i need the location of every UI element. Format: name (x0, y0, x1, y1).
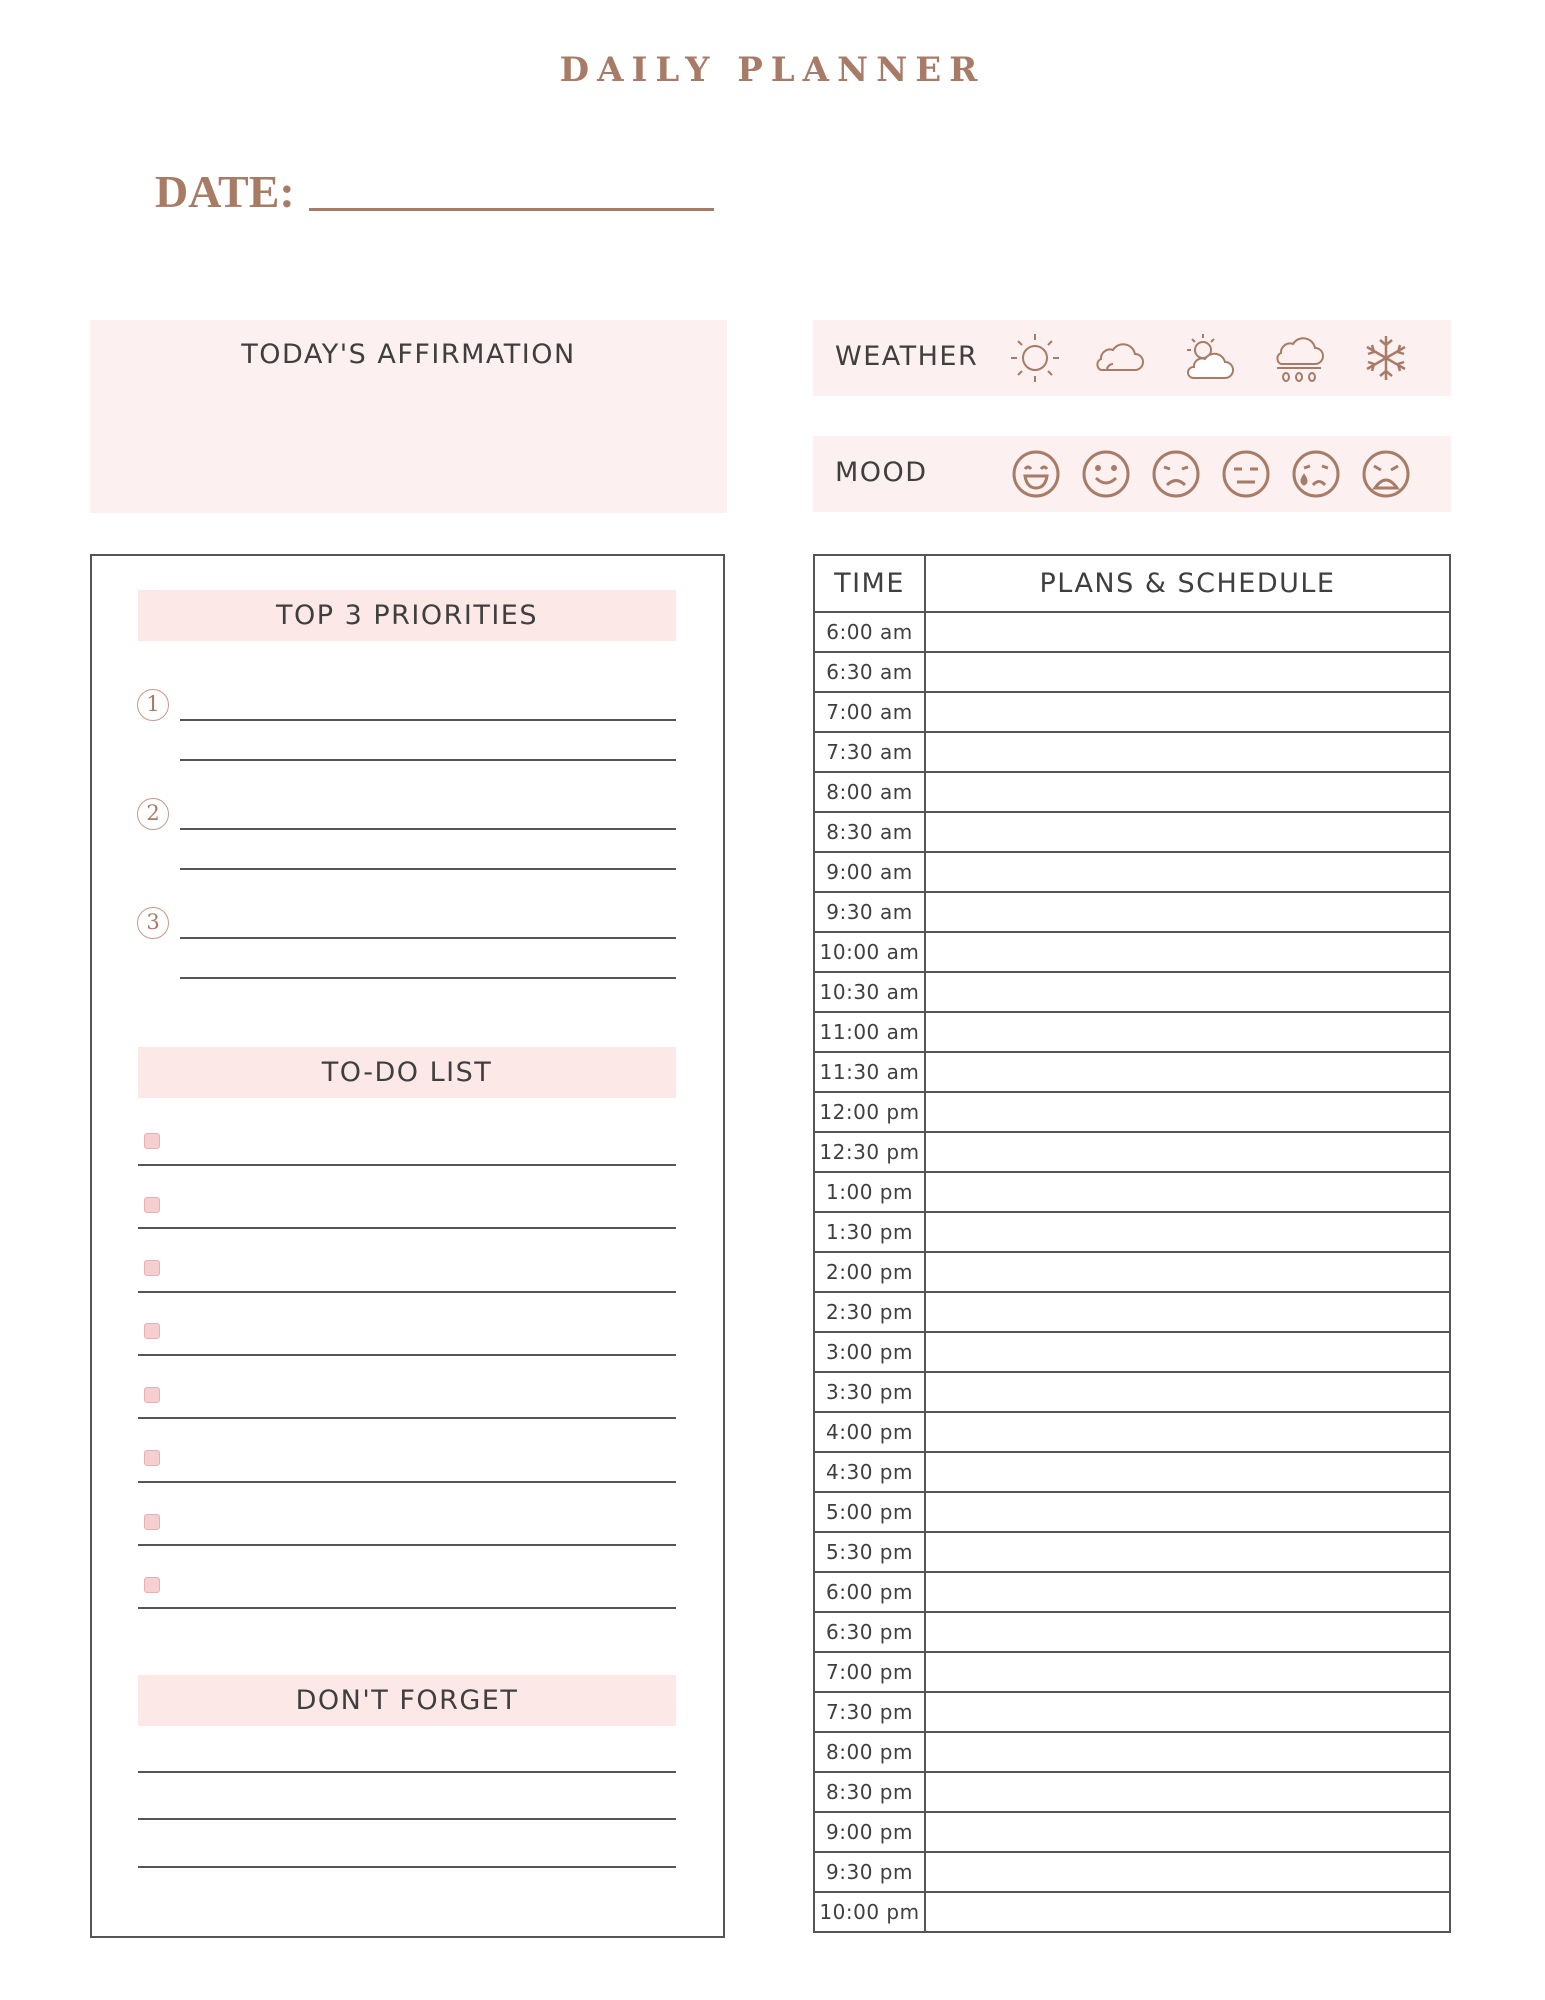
todo-checkbox[interactable] (144, 1133, 160, 1149)
schedule-row (815, 1692, 1449, 1732)
schedule-row (815, 1892, 1449, 1931)
time-slot-label: 7:30 am (815, 732, 925, 772)
smiling-face-icon[interactable] (1076, 444, 1136, 504)
priority-2-line-2[interactable] (180, 868, 676, 870)
partly-cloudy-icon[interactable] (1179, 328, 1239, 388)
schedule-table (813, 554, 1451, 1933)
priority-1-line-2[interactable] (180, 759, 676, 761)
time-slot-label: 9:00 am (815, 852, 925, 892)
sad-face-icon[interactable] (1146, 444, 1206, 504)
time-slot-label: 8:00 pm (815, 1732, 925, 1772)
time-slot-label: 6:00 pm (815, 1572, 925, 1612)
plans-column-header: PLANS & SCHEDULE (925, 556, 1449, 612)
time-slot-label: 6:00 am (815, 612, 925, 652)
time-slot-label: 6:30 pm (815, 1612, 925, 1652)
upset-face-icon[interactable] (1356, 444, 1416, 504)
left-panel (90, 554, 725, 1938)
schedule-row (815, 892, 1449, 932)
plan-entry-cell[interactable] (925, 1052, 1449, 1092)
time-slot-label: 8:30 am (815, 812, 925, 852)
plan-entry-cell[interactable] (925, 1892, 1449, 1931)
mood-bar (813, 436, 1451, 512)
schedule-row (815, 972, 1449, 1012)
time-slot-label: 7:00 pm (815, 1652, 925, 1692)
plan-entry-cell[interactable] (925, 1292, 1449, 1332)
todo-checkbox[interactable] (144, 1387, 160, 1403)
todo-checkbox[interactable] (144, 1197, 160, 1213)
time-slot-label: 8:30 pm (815, 1772, 925, 1812)
schedule-row (815, 1172, 1449, 1212)
todo-line[interactable] (138, 1544, 676, 1546)
plan-entry-cell[interactable] (925, 1652, 1449, 1692)
time-slot-label: 10:00 pm (815, 1892, 925, 1931)
plan-entry-cell[interactable] (925, 612, 1449, 652)
schedule-row (815, 1852, 1449, 1892)
time-slot-label: 4:30 pm (815, 1452, 925, 1492)
todo-line[interactable] (138, 1354, 676, 1356)
schedule-row (815, 1292, 1449, 1332)
plan-entry-cell[interactable] (925, 1132, 1449, 1172)
mood-label: MOOD (835, 457, 928, 488)
page-title: DAILY PLANNER (559, 50, 986, 90)
plan-entry-cell[interactable] (925, 1772, 1449, 1812)
schedule-row (815, 772, 1449, 812)
time-slot-label: 9:30 pm (815, 1852, 925, 1892)
time-slot-label: 11:00 am (815, 1012, 925, 1052)
schedule-row (815, 1212, 1449, 1252)
priority-number-1: 1 (137, 689, 169, 721)
time-slot-label: 7:30 pm (815, 1692, 925, 1732)
schedule-row (815, 1452, 1449, 1492)
plan-entry-cell[interactable] (925, 1532, 1449, 1572)
priority-3-line-2[interactable] (180, 977, 676, 979)
priority-1-line-1[interactable] (180, 719, 676, 721)
schedule-row (815, 1772, 1449, 1812)
schedule-row (815, 812, 1449, 852)
plan-entry-cell[interactable] (925, 772, 1449, 812)
dont-forget-heading: DON'T FORGET (138, 1675, 676, 1726)
priority-number-3: 3 (137, 907, 169, 939)
time-slot-label: 12:30 pm (815, 1132, 925, 1172)
laughing-face-icon[interactable] (1006, 444, 1066, 504)
neutral-face-icon[interactable] (1216, 444, 1276, 504)
time-slot-label: 5:00 pm (815, 1492, 925, 1532)
time-slot-label: 4:00 pm (815, 1412, 925, 1452)
schedule-row (815, 1732, 1449, 1772)
plan-entry-cell[interactable] (925, 732, 1449, 772)
priority-number-2: 2 (137, 798, 169, 830)
schedule-row (815, 1252, 1449, 1292)
todo-line[interactable] (138, 1227, 676, 1229)
schedule-row (815, 652, 1449, 692)
time-slot-label: 1:30 pm (815, 1212, 925, 1252)
time-column-header: TIME (815, 556, 925, 612)
affirmation-label: TODAY'S AFFIRMATION (241, 339, 576, 370)
plan-entry-cell[interactable] (925, 1612, 1449, 1652)
snowflake-icon[interactable] (1356, 328, 1416, 388)
schedule-row (815, 1132, 1449, 1172)
todo-heading: TO-DO LIST (138, 1047, 676, 1098)
todo-line[interactable] (138, 1417, 676, 1419)
schedule-row (815, 1812, 1449, 1852)
time-slot-label: 3:30 pm (815, 1372, 925, 1412)
plan-entry-cell[interactable] (925, 1092, 1449, 1132)
schedule-row (815, 1012, 1449, 1052)
dont-forget-line[interactable] (138, 1771, 676, 1773)
plan-entry-cell[interactable] (925, 1172, 1449, 1212)
todo-line[interactable] (138, 1481, 676, 1483)
plan-entry-cell[interactable] (925, 1572, 1449, 1612)
plan-entry-cell[interactable] (925, 692, 1449, 732)
schedule-row (815, 852, 1449, 892)
plan-entry-cell[interactable] (925, 852, 1449, 892)
schedule-row (815, 1612, 1449, 1652)
schedule-row (815, 1092, 1449, 1132)
todo-checkbox[interactable] (144, 1323, 160, 1339)
todo-checkbox[interactable] (144, 1577, 160, 1593)
date-field[interactable] (155, 165, 714, 218)
time-slot-label: 7:00 am (815, 692, 925, 732)
plan-entry-cell[interactable] (925, 1012, 1449, 1052)
plan-entry-cell[interactable] (925, 932, 1449, 972)
date-label: DATE: (155, 166, 295, 217)
time-slot-label: 10:00 am (815, 932, 925, 972)
plan-entry-cell[interactable] (925, 812, 1449, 852)
schedule-row (815, 1052, 1449, 1092)
schedule-row (815, 1332, 1449, 1372)
time-slot-label: 5:30 pm (815, 1532, 925, 1572)
sun-icon[interactable] (1005, 328, 1065, 388)
schedule-row (815, 1372, 1449, 1412)
schedule-row (815, 1532, 1449, 1572)
time-slot-label: 10:30 am (815, 972, 925, 1012)
time-slot-label: 11:30 am (815, 1052, 925, 1092)
weather-bar (813, 320, 1451, 396)
plan-entry-cell[interactable] (925, 1332, 1449, 1372)
todo-checkbox[interactable] (144, 1260, 160, 1276)
plan-entry-cell[interactable] (925, 1452, 1449, 1492)
plan-entry-cell[interactable] (925, 1492, 1449, 1532)
todo-line[interactable] (138, 1607, 676, 1609)
time-slot-label: 2:00 pm (815, 1252, 925, 1292)
schedule-row (815, 692, 1449, 732)
plan-entry-cell[interactable] (925, 652, 1449, 692)
schedule-row (815, 1572, 1449, 1612)
time-slot-label: 9:30 am (815, 892, 925, 932)
affirmation-box[interactable] (90, 320, 727, 513)
plan-entry-cell[interactable] (925, 1252, 1449, 1292)
dont-forget-line[interactable] (138, 1866, 676, 1868)
plan-entry-cell[interactable] (925, 1412, 1449, 1452)
plan-entry-cell[interactable] (925, 892, 1449, 932)
weather-label: WEATHER (835, 341, 979, 372)
priority-2-line-1[interactable] (180, 828, 676, 830)
time-slot-label: 8:00 am (815, 772, 925, 812)
schedule-row (815, 1412, 1449, 1452)
priorities-heading: TOP 3 PRIORITIES (138, 590, 676, 641)
plan-entry-cell[interactable] (925, 972, 1449, 1012)
crying-face-icon[interactable] (1286, 444, 1346, 504)
plan-entry-cell[interactable] (925, 1732, 1449, 1772)
schedule-row (815, 732, 1449, 772)
plan-entry-cell[interactable] (925, 1812, 1449, 1852)
date-line (309, 168, 714, 211)
time-slot-label: 9:00 pm (815, 1812, 925, 1852)
schedule-row (815, 612, 1449, 652)
plan-entry-cell[interactable] (925, 1372, 1449, 1412)
time-slot-label: 6:30 am (815, 652, 925, 692)
priority-3-line-1[interactable] (180, 937, 676, 939)
schedule-row (815, 1492, 1449, 1532)
time-slot-label: 12:00 pm (815, 1092, 925, 1132)
time-slot-label: 2:30 pm (815, 1292, 925, 1332)
todo-checkbox[interactable] (144, 1450, 160, 1466)
todo-line[interactable] (138, 1291, 676, 1293)
time-slot-label: 1:00 pm (815, 1172, 925, 1212)
plan-entry-cell[interactable] (925, 1692, 1449, 1732)
time-slot-label: 3:00 pm (815, 1332, 925, 1372)
schedule-row (815, 932, 1449, 972)
cloud-icon[interactable] (1089, 328, 1149, 388)
dont-forget-line[interactable] (138, 1818, 676, 1820)
schedule-row (815, 1652, 1449, 1692)
todo-line[interactable] (138, 1164, 676, 1166)
plan-entry-cell[interactable] (925, 1212, 1449, 1252)
todo-checkbox[interactable] (144, 1514, 160, 1530)
plan-entry-cell[interactable] (925, 1852, 1449, 1892)
rain-icon[interactable] (1269, 328, 1329, 388)
